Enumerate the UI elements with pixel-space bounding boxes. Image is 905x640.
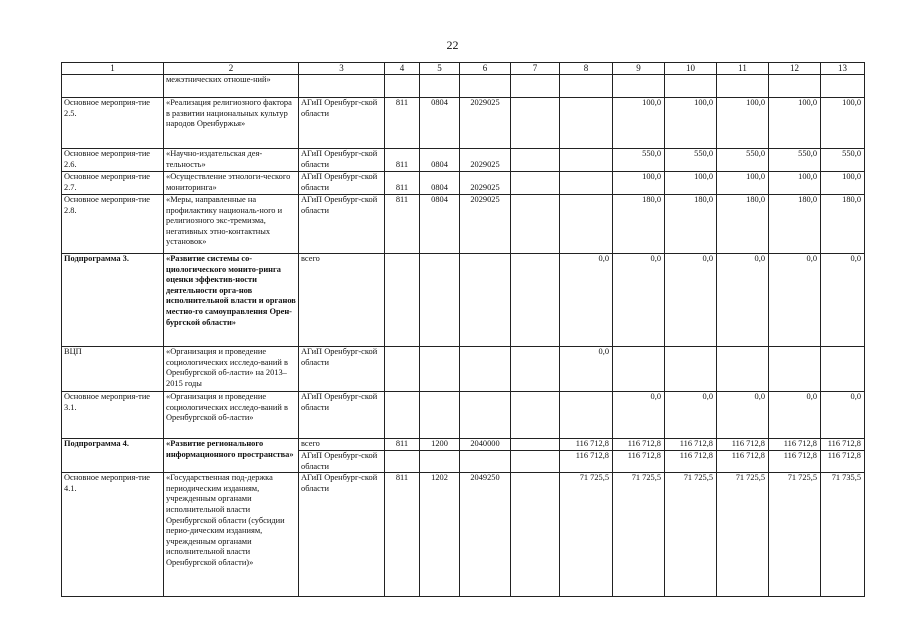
cell-item (62, 75, 164, 98)
cell-value: 100,0 (665, 172, 717, 195)
cell-executor: АГиП Оренбург-ской области (299, 347, 385, 392)
cell-csr: 2029025 (460, 172, 511, 195)
cell-csr (460, 347, 511, 392)
cell-csr: 2029025 (460, 98, 511, 149)
cell-value: 100,0 (717, 98, 769, 149)
cell-col7 (511, 392, 560, 439)
header-row (62, 63, 865, 75)
cell-value: 0,0 (613, 392, 665, 439)
cell-value: 100,0 (665, 98, 717, 149)
cell-executor: всего (299, 254, 385, 347)
cell-grbs: 811 (385, 149, 420, 172)
cell-csr (460, 392, 511, 439)
cell-col7 (511, 195, 560, 254)
cell-col7 (511, 451, 560, 473)
cell-item: Основное мероприя-тие 2.8. (62, 195, 164, 254)
column-header: 11 (717, 63, 769, 75)
cell-value (821, 347, 865, 392)
table-row (62, 195, 865, 254)
cell-value: 71 735,5 (821, 473, 865, 597)
cell-value: 180,0 (821, 195, 865, 254)
cell-rzpr (420, 392, 460, 439)
cell-rzpr: 1200 (420, 439, 460, 451)
cell-title: «Развитие системы со-циологического монито-ринга оценки эффектив-ности деятельности орга-нов исполнительной власти и органов местно-го самоуправления Орен-бургской области» (164, 254, 299, 347)
table-row (62, 98, 865, 149)
cell-executor: АГиП Оренбург-ской области (299, 195, 385, 254)
cell-value: 0,0 (821, 254, 865, 347)
cell-value (560, 98, 613, 149)
table-row (62, 149, 865, 172)
cell-executor: АГиП Оренбург-ской области (299, 392, 385, 439)
cell-csr: 2029025 (460, 195, 511, 254)
cell-value: 550,0 (613, 149, 665, 172)
cell-col7 (511, 172, 560, 195)
cell-grbs: 811 (385, 473, 420, 597)
cell-value: 116 712,8 (613, 439, 665, 451)
cell-value (613, 347, 665, 392)
table-row (62, 172, 865, 195)
cell-title: «Организация и проведение социологических исследо-ваний в Оренбургской об-ласти» (164, 392, 299, 439)
column-header: 1 (62, 63, 164, 75)
cell-value (769, 347, 821, 392)
table-row (62, 347, 865, 392)
column-header: 12 (769, 63, 821, 75)
cell-value: 116 712,8 (769, 451, 821, 473)
table-row (62, 473, 865, 597)
cell-item: Основное мероприя-тие 4.1. (62, 473, 164, 597)
cell-value (613, 75, 665, 98)
cell-grbs: 811 (385, 195, 420, 254)
cell-csr: 2049250 (460, 473, 511, 597)
cell-value: 180,0 (717, 195, 769, 254)
cell-csr (460, 451, 511, 473)
cell-value: 0,0 (560, 347, 613, 392)
table-row (62, 439, 865, 451)
cell-rzpr: 1202 (420, 473, 460, 597)
cell-value: 116 712,8 (665, 439, 717, 451)
cell-executor: всего (299, 439, 385, 451)
cell-rzpr (420, 451, 460, 473)
cell-value: 71 725,5 (769, 473, 821, 597)
cell-value: 0,0 (665, 392, 717, 439)
cell-value: 100,0 (769, 172, 821, 195)
column-header: 8 (560, 63, 613, 75)
cell-rzpr: 0804 (420, 172, 460, 195)
cell-value: 116 712,8 (560, 451, 613, 473)
column-header: 2 (164, 63, 299, 75)
cell-value: 100,0 (613, 172, 665, 195)
column-header: 10 (665, 63, 717, 75)
cell-value: 0,0 (769, 392, 821, 439)
cell-rzpr: 0804 (420, 195, 460, 254)
cell-col7 (511, 149, 560, 172)
cell-title: «Организация и проведение социологических исследо-ваний в Оренбургской об-ласти» на 2013–2015 годы (164, 347, 299, 392)
cell-value: 71 725,5 (560, 473, 613, 597)
cell-item: Основное мероприя-тие 2.5. (62, 98, 164, 149)
cell-rzpr (420, 75, 460, 98)
cell-value (665, 75, 717, 98)
cell-title: «Осуществление этнологи-ческого мониторинга» (164, 172, 299, 195)
cell-csr: 2029025 (460, 149, 511, 172)
cell-value: 100,0 (769, 98, 821, 149)
cell-value: 0,0 (717, 254, 769, 347)
cell-value: 71 725,5 (665, 473, 717, 597)
cell-rzpr: 0804 (420, 149, 460, 172)
cell-item: Подпрограмма 4. (62, 439, 164, 473)
cell-value (560, 392, 613, 439)
cell-value: 550,0 (665, 149, 717, 172)
cell-grbs: 811 (385, 172, 420, 195)
cell-csr (460, 254, 511, 347)
cell-executor: АГиП Оренбург-ской области (299, 473, 385, 597)
cell-value: 0,0 (560, 254, 613, 347)
cell-value: 550,0 (821, 149, 865, 172)
cell-value: 71 725,5 (613, 473, 665, 597)
column-header: 13 (821, 63, 865, 75)
cell-value: 100,0 (717, 172, 769, 195)
cell-executor: АГиП Оренбург-ской области (299, 98, 385, 149)
cell-value: 116 712,8 (821, 439, 865, 451)
cell-executor: АГиП Оренбург-ской области (299, 172, 385, 195)
cell-value: 100,0 (821, 172, 865, 195)
cell-rzpr: 0804 (420, 98, 460, 149)
cell-item: ВЦП (62, 347, 164, 392)
cell-value: 116 712,8 (717, 451, 769, 473)
cell-rzpr (420, 347, 460, 392)
column-header: 7 (511, 63, 560, 75)
cell-csr: 2040000 (460, 439, 511, 451)
column-header: 5 (420, 63, 460, 75)
cell-value: 0,0 (717, 392, 769, 439)
cell-value (560, 195, 613, 254)
table-row (62, 75, 865, 98)
cell-value: 180,0 (665, 195, 717, 254)
page-number: 22 (446, 38, 459, 52)
cell-title: «Научно-издательская дея-тельность» (164, 149, 299, 172)
cell-title: «Меры, направленные на профилактику националь-ного и религиозного экс-тремизма, негативных этно-контактных установок» (164, 195, 299, 254)
cell-col7 (511, 98, 560, 149)
cell-grbs: 811 (385, 98, 420, 149)
column-header: 3 (299, 63, 385, 75)
cell-item: Основное мероприя-тие 2.7. (62, 172, 164, 195)
cell-item: Основное мероприя-тие 2.6. (62, 149, 164, 172)
cell-col7 (511, 439, 560, 451)
cell-csr (460, 75, 511, 98)
cell-value: 116 712,8 (821, 451, 865, 473)
cell-executor: АГиП Оренбург-ской области (299, 451, 385, 473)
cell-value (717, 75, 769, 98)
cell-title: «Реализация религиозного фактора в развитии национальных культур народов Оренбуржья» (164, 98, 299, 149)
cell-value (717, 347, 769, 392)
cell-col7 (511, 254, 560, 347)
table-row (62, 254, 865, 347)
cell-grbs (385, 75, 420, 98)
cell-value: 116 712,8 (665, 451, 717, 473)
cell-rzpr (420, 254, 460, 347)
cell-grbs: 811 (385, 439, 420, 451)
cell-value: 100,0 (821, 98, 865, 149)
cell-value (560, 75, 613, 98)
cell-item: Основное мероприя-тие 3.1. (62, 392, 164, 439)
column-header: 9 (613, 63, 665, 75)
cell-col7 (511, 473, 560, 597)
cell-grbs (385, 392, 420, 439)
cell-grbs (385, 347, 420, 392)
cell-value (769, 75, 821, 98)
cell-grbs (385, 254, 420, 347)
cell-value: 0,0 (665, 254, 717, 347)
cell-col7 (511, 347, 560, 392)
cell-value: 0,0 (613, 254, 665, 347)
cell-value: 100,0 (613, 98, 665, 149)
cell-value: 71 725,5 (717, 473, 769, 597)
cell-value: 116 712,8 (769, 439, 821, 451)
cell-value (560, 149, 613, 172)
cell-value: 116 712,8 (613, 451, 665, 473)
cell-title: межэтнических отноше-ний» (164, 75, 299, 98)
cell-value: 550,0 (769, 149, 821, 172)
cell-value: 550,0 (717, 149, 769, 172)
column-header: 6 (460, 63, 511, 75)
cell-value: 180,0 (613, 195, 665, 254)
cell-executor: АГиП Оренбург-ской области (299, 149, 385, 172)
cell-title: «Государственная под-держка периодическим изданиям, учрежденным органами исполнительной власти Оренбургской области (субсидии перио-дическим изданиям, учрежденным органами исполнительной власти Оренбургской области)» (164, 473, 299, 597)
cell-col7 (511, 75, 560, 98)
cell-grbs (385, 451, 420, 473)
table-row (62, 392, 865, 439)
cell-value (560, 172, 613, 195)
cell-value: 116 712,8 (560, 439, 613, 451)
cell-item: Подпрограмма 3. (62, 254, 164, 347)
cell-value: 180,0 (769, 195, 821, 254)
cell-value: 0,0 (769, 254, 821, 347)
cell-title: «Развитие регионального информационного пространства» (164, 439, 299, 473)
cell-value: 116 712,8 (717, 439, 769, 451)
cell-value (665, 347, 717, 392)
column-header: 4 (385, 63, 420, 75)
budget-table (61, 62, 865, 597)
cell-value: 0,0 (821, 392, 865, 439)
cell-executor (299, 75, 385, 98)
cell-value (821, 75, 865, 98)
